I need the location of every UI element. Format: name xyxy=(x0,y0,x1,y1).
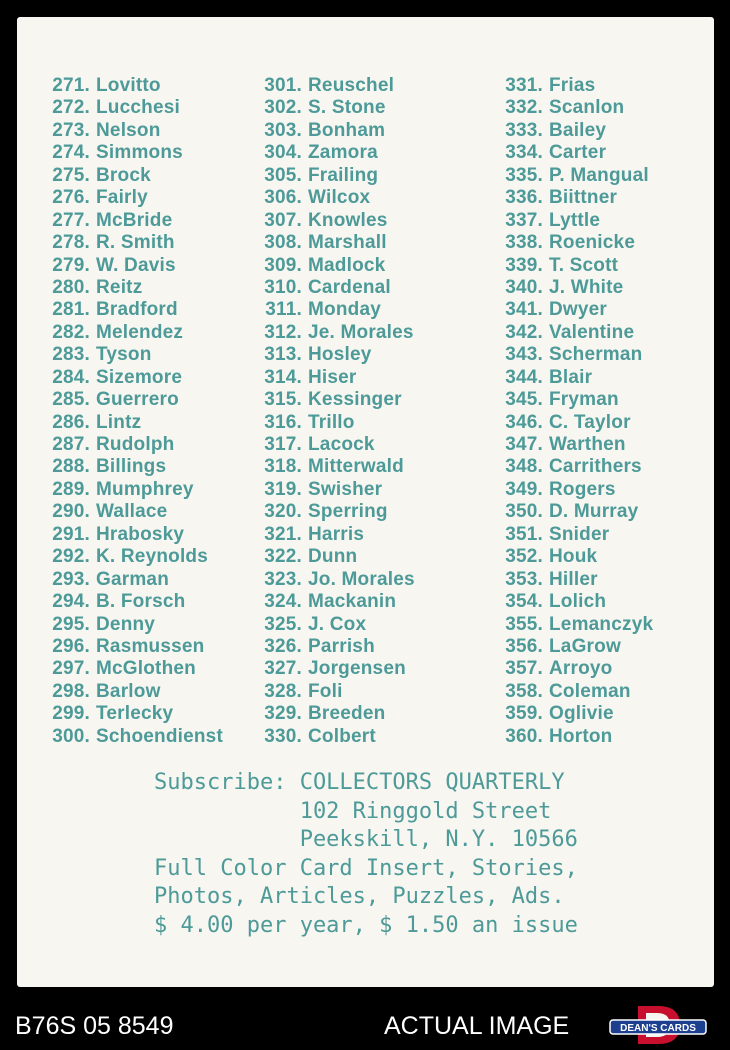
card-number: 304. xyxy=(264,142,302,164)
player-name: Coleman xyxy=(549,680,631,702)
card-number: 318. xyxy=(264,456,302,478)
checklist-entry xyxy=(246,97,415,119)
player-name: Blair xyxy=(549,366,593,388)
player-name: Madlock xyxy=(308,254,386,276)
player-name: P. Mangual xyxy=(549,164,649,186)
checklist-entry xyxy=(34,120,223,142)
card-number: 325. xyxy=(264,613,302,635)
player-name: Valentine xyxy=(549,321,635,343)
card-number: 360. xyxy=(505,725,543,747)
actual-image-label: ACTUAL IMAGE xyxy=(384,1012,570,1040)
player-name: Houk xyxy=(549,546,598,568)
checklist-entry xyxy=(34,479,223,501)
checklist-entry xyxy=(246,210,415,232)
checklist-entry xyxy=(487,524,653,546)
checklist-entry xyxy=(34,142,223,164)
player-name: McBride xyxy=(96,209,173,231)
player-name: Colbert xyxy=(308,725,376,747)
card-number: 284. xyxy=(52,366,90,388)
player-name: Rasmussen xyxy=(96,635,205,657)
card-number: 277. xyxy=(52,209,90,231)
card-number: 349. xyxy=(505,478,543,500)
card-number: 336. xyxy=(505,187,543,209)
card-number: 305. xyxy=(264,164,302,186)
card-number: 287. xyxy=(52,434,90,455)
checklist-entry xyxy=(246,524,415,546)
checklist-entry xyxy=(246,232,415,254)
checklist-entry xyxy=(487,165,653,187)
card-number: 340. xyxy=(505,276,543,298)
checklist-entry xyxy=(34,501,223,523)
player-name: Guerrero xyxy=(96,389,179,411)
checklist-entry xyxy=(487,726,653,748)
card-number: 350. xyxy=(505,501,543,523)
card-number: 311. xyxy=(265,299,302,321)
player-name: Hosley xyxy=(308,344,372,366)
checklist-entry xyxy=(34,636,223,658)
player-name: Wilcox xyxy=(308,187,371,209)
checklist-entry xyxy=(487,255,653,277)
card-number: 351. xyxy=(505,523,543,545)
player-name: Rudolph xyxy=(96,434,175,455)
card-number: 359. xyxy=(505,703,543,725)
card-number: 301. xyxy=(264,75,302,96)
checklist-entry xyxy=(246,434,415,456)
checklist-entry xyxy=(246,546,415,568)
card-number: 313. xyxy=(264,344,302,366)
card-number: 354. xyxy=(505,591,543,613)
card-number: 323. xyxy=(264,568,302,590)
player-name: Wallace xyxy=(96,501,168,523)
player-name: Billings xyxy=(96,456,167,478)
player-name: Cardenal xyxy=(308,276,391,298)
card-number: 344. xyxy=(505,366,543,388)
checklist-entry xyxy=(246,120,415,142)
card-number: 357. xyxy=(505,658,543,680)
checklist-entry xyxy=(487,120,653,142)
checklist-column-3 xyxy=(487,75,653,748)
player-name: LaGrow xyxy=(549,635,621,657)
player-name: McGlothen xyxy=(96,658,196,680)
player-name: Mumphrey xyxy=(96,478,194,500)
card-number: 299. xyxy=(52,703,90,725)
checklist-entry xyxy=(246,299,415,321)
player-name: Schoendienst xyxy=(96,725,223,747)
features-line-2: Photos, Articles, Puzzles, Ads. xyxy=(154,884,565,909)
player-name: Denny xyxy=(96,613,156,635)
player-name: Biittner xyxy=(549,187,618,209)
player-name: Scanlon xyxy=(549,97,625,119)
card-number: 272. xyxy=(52,97,90,119)
card-number: 279. xyxy=(52,254,90,276)
player-name: C. Taylor xyxy=(549,411,631,433)
player-name: Lovitto xyxy=(96,75,161,96)
player-name: Reuschel xyxy=(308,75,395,96)
checklist-entry xyxy=(34,681,223,703)
player-name: Hiller xyxy=(549,568,598,590)
checklist-entry xyxy=(34,524,223,546)
logo-text: DEAN'S CARDS xyxy=(620,1023,696,1034)
checklist-entry xyxy=(487,232,653,254)
checklist-entry xyxy=(246,389,415,411)
checklist-entry xyxy=(487,210,653,232)
player-name: Frailing xyxy=(308,164,379,186)
player-name: Trillo xyxy=(308,411,355,433)
player-name: Dunn xyxy=(308,546,358,568)
checklist-entry xyxy=(34,165,223,187)
player-name: Carter xyxy=(549,142,607,164)
checklist-entry xyxy=(487,367,653,389)
card-number: 343. xyxy=(505,344,543,366)
card-number: 339. xyxy=(505,254,543,276)
card-number: 335. xyxy=(505,164,543,186)
card-number: 273. xyxy=(52,119,90,141)
card-number: 306. xyxy=(264,187,302,209)
card-number: 289. xyxy=(52,478,90,500)
card-number: 348. xyxy=(505,456,543,478)
player-name: Brock xyxy=(96,164,151,186)
checklist-entry xyxy=(34,614,223,636)
player-name: W. Davis xyxy=(96,254,176,276)
checklist-entry xyxy=(246,75,415,97)
checklist-entry xyxy=(487,75,653,97)
player-name: Parrish xyxy=(308,635,375,657)
checklist-entry xyxy=(487,299,653,321)
player-name: Marshall xyxy=(308,232,387,254)
checklist-entry xyxy=(34,546,223,568)
card-number: 329. xyxy=(264,703,302,725)
player-name: Swisher xyxy=(308,478,383,500)
checklist-entry xyxy=(246,456,415,478)
checklist-entry xyxy=(487,546,653,568)
player-name: R. Smith xyxy=(96,232,175,254)
card-number: 288. xyxy=(52,456,90,478)
checklist-entry xyxy=(487,97,653,119)
player-name: D. Murray xyxy=(549,501,639,523)
checklist-entry xyxy=(246,344,415,366)
card-number: 314. xyxy=(264,366,302,388)
card-number: 278. xyxy=(52,232,90,254)
player-name: J. Cox xyxy=(308,613,367,635)
player-name: Nelson xyxy=(96,119,161,141)
checklist-entry xyxy=(487,703,653,725)
player-name: Barlow xyxy=(96,680,161,702)
card-number: 317. xyxy=(264,434,302,455)
card-number: 355. xyxy=(505,613,543,635)
card-number: 302. xyxy=(264,97,302,119)
player-name: Mitterwald xyxy=(308,456,404,478)
player-name: Carrithers xyxy=(549,456,642,478)
card-number: 342. xyxy=(505,321,543,343)
player-name: Arroyo xyxy=(549,658,613,680)
checklist-entry xyxy=(246,569,415,591)
player-name: Roenicke xyxy=(549,232,636,254)
checklist-entry xyxy=(246,367,415,389)
player-name: Breeden xyxy=(308,703,386,725)
checklist-entry xyxy=(487,322,653,344)
checklist-entry xyxy=(34,658,223,680)
card-number: 297. xyxy=(52,658,90,680)
card-number: 322. xyxy=(264,546,302,568)
card-number: 347. xyxy=(505,434,543,455)
card-number: 292. xyxy=(52,546,90,568)
card-number: 310. xyxy=(264,276,302,298)
checklist-entry xyxy=(246,501,415,523)
card-number: 334. xyxy=(505,142,543,164)
card-number: 321. xyxy=(264,523,302,545)
checklist-column-1 xyxy=(34,75,223,748)
checklist-entry xyxy=(246,412,415,434)
player-name: Mackanin xyxy=(308,591,397,613)
card-number: 352. xyxy=(505,546,543,568)
card-number: 315. xyxy=(264,389,302,411)
checklist-entry xyxy=(487,434,653,456)
checklist-entry xyxy=(487,658,653,680)
card-number: 353. xyxy=(505,568,543,590)
checklist-entry xyxy=(246,591,415,613)
player-name: Melendez xyxy=(96,321,184,343)
checklist-entry xyxy=(34,569,223,591)
player-name: Hrabosky xyxy=(96,523,185,545)
player-name: Harris xyxy=(308,523,365,545)
card-number: 281. xyxy=(52,299,90,321)
card-number: 312. xyxy=(264,321,302,343)
checklist-entry xyxy=(34,389,223,411)
checklist-entry xyxy=(487,636,653,658)
card-number: 282. xyxy=(52,321,90,343)
checklist-entry xyxy=(487,591,653,613)
checklist-entry xyxy=(34,412,223,434)
card-number: 274. xyxy=(52,142,90,164)
checklist-entry xyxy=(246,614,415,636)
card-number: 358. xyxy=(505,680,543,702)
card-number: 320. xyxy=(264,501,302,523)
player-name: Lyttle xyxy=(549,209,601,231)
card-number: 290. xyxy=(52,501,90,523)
checklist-entry xyxy=(246,255,415,277)
player-name: Snider xyxy=(549,523,610,545)
player-name: Lintz xyxy=(96,411,142,433)
checklist-entry xyxy=(246,322,415,344)
checklist-entry xyxy=(487,681,653,703)
checklist-entry xyxy=(487,142,653,164)
checklist-entry xyxy=(487,412,653,434)
address-street: 102 Ringgold Street xyxy=(154,798,552,824)
player-name: Sperring xyxy=(308,501,388,523)
checklist-entry xyxy=(34,591,223,613)
player-name: Scherman xyxy=(549,344,643,366)
player-name: Frias xyxy=(549,75,596,96)
checklist-entry xyxy=(34,344,223,366)
checklist-entry xyxy=(246,658,415,680)
card-number: 326. xyxy=(264,635,302,657)
card-number: 308. xyxy=(264,232,302,254)
checklist-entry xyxy=(487,501,653,523)
card-number: 307. xyxy=(264,209,302,231)
player-name: Fairly xyxy=(96,187,148,209)
player-name: Garman xyxy=(96,568,170,590)
player-name: K. Reynolds xyxy=(96,546,208,568)
checklist-entry xyxy=(246,187,415,209)
card-number: 333. xyxy=(505,119,543,141)
player-name: Je. Morales xyxy=(308,321,414,343)
deans-cards-logo xyxy=(608,1004,708,1046)
checklist-entry xyxy=(487,614,653,636)
card-number: 346. xyxy=(505,411,543,433)
checklist-entry xyxy=(246,726,415,748)
checklist-entry xyxy=(34,434,223,456)
card-number: 283. xyxy=(52,344,90,366)
cert-number: B76S 05 8549 xyxy=(15,1012,174,1040)
card-number: 295. xyxy=(52,613,90,635)
checklist-entry xyxy=(34,456,223,478)
player-name: Bailey xyxy=(549,119,607,141)
player-name: Lemanczyk xyxy=(549,613,654,635)
subscription-block xyxy=(154,769,578,940)
checklist-entry xyxy=(246,165,415,187)
card-number: 337. xyxy=(505,209,543,231)
card-number: 319. xyxy=(264,478,302,500)
player-name: B. Forsch xyxy=(96,591,186,613)
player-name: Kessinger xyxy=(308,389,402,411)
player-name: Sizemore xyxy=(96,366,183,388)
card-number: 293. xyxy=(52,568,90,590)
checklist-entry xyxy=(34,726,223,748)
player-name: Rogers xyxy=(549,478,616,500)
checklist-entry xyxy=(34,322,223,344)
checklist-entry xyxy=(34,367,223,389)
card-number: 324. xyxy=(264,591,302,613)
player-name: Dwyer xyxy=(549,299,608,321)
card-number: 345. xyxy=(505,389,543,411)
checklist-entry xyxy=(34,210,223,232)
card-number: 338. xyxy=(505,232,543,254)
card-number: 298. xyxy=(52,680,90,702)
card-number: 328. xyxy=(264,680,302,702)
player-name: Tyson xyxy=(96,344,152,366)
player-name: Knowles xyxy=(308,209,388,231)
address-city: Peekskill, N.Y. 10566 xyxy=(154,827,578,852)
player-name: Foli xyxy=(308,680,343,702)
card-number: 316. xyxy=(264,411,302,433)
player-name: Monday xyxy=(308,299,381,321)
player-name: Fryman xyxy=(549,389,619,411)
checklist-entry xyxy=(246,277,415,299)
checklist-entry xyxy=(34,277,223,299)
price-line: $ 4.00 per year, $ 1.50 an issue xyxy=(154,912,578,938)
player-name: Lolich xyxy=(549,591,607,613)
checklist-entry xyxy=(487,344,653,366)
card-number: 285. xyxy=(52,389,90,411)
card-number: 271. xyxy=(52,75,90,96)
card-number: 327. xyxy=(264,658,302,680)
checklist-entry xyxy=(246,142,415,164)
card-number: 291. xyxy=(52,523,90,545)
checklist-entry xyxy=(246,703,415,725)
card-number: 331. xyxy=(505,75,543,96)
player-name: Jorgensen xyxy=(308,658,406,680)
checklist-entry xyxy=(487,479,653,501)
checklist-entry xyxy=(487,389,653,411)
player-name: Bonham xyxy=(308,119,386,141)
card-number: 309. xyxy=(264,254,302,276)
card-number: 341. xyxy=(505,299,543,321)
card-number: 356. xyxy=(505,635,543,657)
card-number: 296. xyxy=(52,635,90,657)
checklist-entry xyxy=(34,187,223,209)
player-name: J. White xyxy=(549,276,624,298)
player-name: Warthen xyxy=(549,434,626,455)
player-name: Bradford xyxy=(96,299,178,321)
card-number: 330. xyxy=(264,725,302,747)
checklist-entry xyxy=(487,187,653,209)
card-number: 275. xyxy=(52,164,90,186)
checklist-entry xyxy=(34,232,223,254)
checklist-entry xyxy=(34,703,223,725)
player-name: S. Stone xyxy=(308,97,386,119)
player-name: Jo. Morales xyxy=(308,568,415,590)
features-line-1: Full Color Card Insert, Stories, xyxy=(154,855,578,881)
card-number: 280. xyxy=(52,276,90,298)
checklist-entry xyxy=(34,97,223,119)
checklist-entry xyxy=(34,75,223,97)
checklist-column-2 xyxy=(246,75,415,748)
checklist-entry xyxy=(34,299,223,321)
subscribe-line: Subscribe: COLLECTORS QUARTERLY xyxy=(154,770,565,795)
card-number: 294. xyxy=(52,591,90,613)
player-name: Horton xyxy=(549,725,613,747)
checklist-entry xyxy=(487,569,653,591)
card-number: 303. xyxy=(264,119,302,141)
card-number: 276. xyxy=(52,187,90,209)
card-number: 332. xyxy=(505,97,543,119)
checklist-entry xyxy=(246,681,415,703)
player-name: T. Scott xyxy=(549,254,619,276)
card-number: 300. xyxy=(52,725,90,747)
checklist-card xyxy=(17,17,714,987)
player-name: Lucchesi xyxy=(96,97,180,119)
checklist-entry xyxy=(487,456,653,478)
player-name: Terlecky xyxy=(96,703,174,725)
checklist-entry xyxy=(246,636,415,658)
card-number: 286. xyxy=(52,411,90,433)
checklist-entry xyxy=(246,479,415,501)
player-name: Oglivie xyxy=(549,703,614,725)
player-name: Lacock xyxy=(308,434,375,455)
player-name: Hiser xyxy=(308,366,357,388)
player-name: Zamora xyxy=(308,142,378,164)
player-name: Reitz xyxy=(96,276,143,298)
checklist-entry xyxy=(34,255,223,277)
player-name: Simmons xyxy=(96,142,183,164)
checklist-entry xyxy=(487,277,653,299)
